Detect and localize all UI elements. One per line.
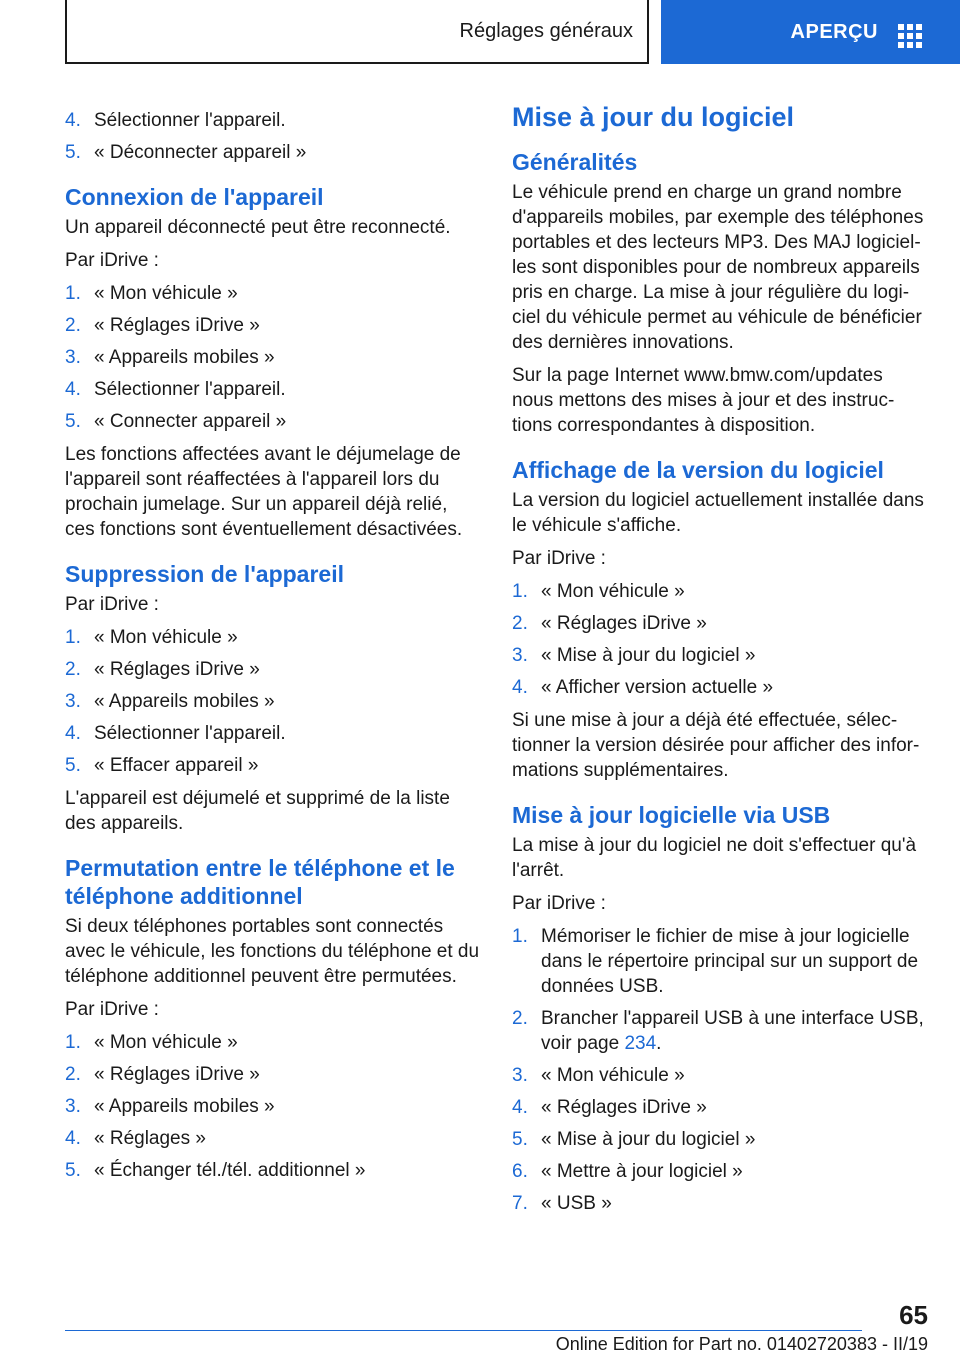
list-item: 3. « Appareils mobiles » bbox=[65, 1096, 275, 1117]
paragraph: La mise à jour du logiciel ne doit s'effectuer qu'à l'arrêt. bbox=[512, 835, 917, 881]
page-link[interactable]: 234 bbox=[624, 1033, 657, 1054]
list-item: 3. « Appareils mobiles » bbox=[65, 691, 275, 712]
list-connexion bbox=[65, 281, 480, 434]
paragraph: Les fonctions affectées avant le déjumelage de l'appareil sont réaffectées à l'appareil lors du prochain jumelage. Sur un appareil déjà relié, ces fonctions sont éventuellement désactivées. bbox=[65, 444, 463, 540]
heading-connexion: Connexion de l'appareil bbox=[65, 184, 324, 210]
grid-icon bbox=[898, 24, 922, 48]
overview-tab[interactable] bbox=[661, 0, 960, 64]
paragraph: La version du logiciel actuellement installée dans le véhicule s'affiche. bbox=[512, 490, 924, 536]
list-item: 4. Sélectionner l'appareil. bbox=[65, 110, 286, 131]
heading-suppression: Suppression de l'appareil bbox=[65, 561, 344, 587]
section-title: Réglages généraux bbox=[459, 19, 633, 42]
paragraph: Par iDrive : bbox=[65, 594, 159, 615]
paragraph: Par iDrive : bbox=[65, 999, 159, 1020]
list-item: 3. « Mise à jour du logiciel » bbox=[512, 645, 756, 666]
paragraph: Si deux téléphones portables sont connectés avec le véhicule, les fonctions du téléphone et du téléphone additionnel peuvent être permutées. bbox=[65, 916, 480, 987]
list-item: 1. « Mon véhicule » bbox=[65, 283, 238, 304]
heading-usb: Mise à jour logicielle via USB bbox=[512, 802, 831, 828]
list-item: 2. « Réglages iDrive » bbox=[65, 315, 260, 336]
list-item: 4. « Réglages iDrive » bbox=[512, 1097, 707, 1118]
list-item: 1. Mémoriser le fichier de mise à jour logicielle dans le répertoire principal sur un support de données USB. bbox=[512, 926, 919, 997]
list-usb bbox=[512, 924, 927, 1216]
paragraph: Par iDrive : bbox=[512, 548, 606, 569]
footer-divider bbox=[65, 1330, 862, 1331]
list-affichage bbox=[512, 579, 927, 700]
footer-edition: Online Edition for Part no. 01402720383 - II/19 bbox=[555, 1334, 928, 1354]
list-item: 1. « Mon véhicule » bbox=[512, 581, 685, 602]
heading-generalites: Généralités bbox=[512, 149, 638, 175]
list-item: 4. « Afficher version actuelle » bbox=[512, 677, 774, 698]
paragraph: L'appareil est déjumelé et supprimé de la liste des appareils. bbox=[65, 788, 450, 834]
list-item: 5. « Déconnecter appareil » bbox=[65, 142, 307, 163]
paragraph: Sur la page Internet www.bmw.com/updates nous mettons des mises à jour et des instructions correspondantes à disposition. bbox=[512, 365, 895, 436]
list-disconnect bbox=[65, 108, 480, 165]
list-item: 5. « Mise à jour du logiciel » bbox=[512, 1129, 756, 1150]
list-item: 2. Brancher l'appareil USB à une interface USB, voir page 234. bbox=[512, 1008, 924, 1054]
list-item: 1. « Mon véhicule » bbox=[65, 627, 238, 648]
list-item: 2. « Réglages iDrive » bbox=[65, 659, 260, 680]
paragraph: Un appareil déconnecté peut être reconnecté. bbox=[65, 217, 451, 238]
heading-permutation: Permutation entre le téléphone et le téléphone additionnel bbox=[65, 855, 455, 909]
heading-affichage: Affichage de la version du logiciel bbox=[512, 457, 884, 483]
header-section-title bbox=[65, 0, 649, 64]
paragraph: Si une mise à jour a déjà été effectuée, sélectionner la version désirée pour afficher des informations supplémentaires. bbox=[512, 710, 920, 781]
list-item: 4. « Réglages » bbox=[65, 1128, 206, 1149]
overview-tab-label: APERÇU bbox=[790, 20, 878, 43]
list-item: 5. « Effacer appareil » bbox=[65, 755, 259, 776]
list-item: 3. « Mon véhicule » bbox=[512, 1065, 685, 1086]
page-number: 65 bbox=[899, 1300, 928, 1330]
list-item: 4. Sélectionner l'appareil. bbox=[65, 379, 286, 400]
paragraph: Le véhicule prend en charge un grand nombre d'appareils mobiles, par exemple des téléphones portables et des lecteurs MP3. Des MAJ logicielles sont disponibles pour de nombreux appareils pris en charge. La mise à jour régulière du logiciel du véhicule permet au véhicule de bénéficier des dernières innovations. bbox=[512, 182, 924, 353]
list-item: 7. « USB » bbox=[512, 1193, 612, 1214]
paragraph: Par iDrive : bbox=[65, 250, 159, 271]
list-item: 4. Sélectionner l'appareil. bbox=[65, 723, 286, 744]
paragraph: Par iDrive : bbox=[512, 893, 606, 914]
left-column bbox=[65, 100, 480, 1191]
list-item: 3. « Appareils mobiles » bbox=[65, 347, 275, 368]
right-column bbox=[512, 100, 927, 1224]
list-item: 1. « Mon véhicule » bbox=[65, 1032, 238, 1053]
list-item: 5. « Échanger tél./tél. additionnel » bbox=[65, 1160, 366, 1181]
list-suppression bbox=[65, 625, 480, 778]
list-item: 6. « Mettre à jour logiciel » bbox=[512, 1161, 743, 1182]
list-item: 5. « Connecter appareil » bbox=[65, 411, 287, 432]
list-item: 2. « Réglages iDrive » bbox=[65, 1064, 260, 1085]
list-item: 2. « Réglages iDrive » bbox=[512, 613, 707, 634]
page-title: Mise à jour du logiciel bbox=[512, 102, 795, 132]
list-permutation bbox=[65, 1030, 480, 1183]
